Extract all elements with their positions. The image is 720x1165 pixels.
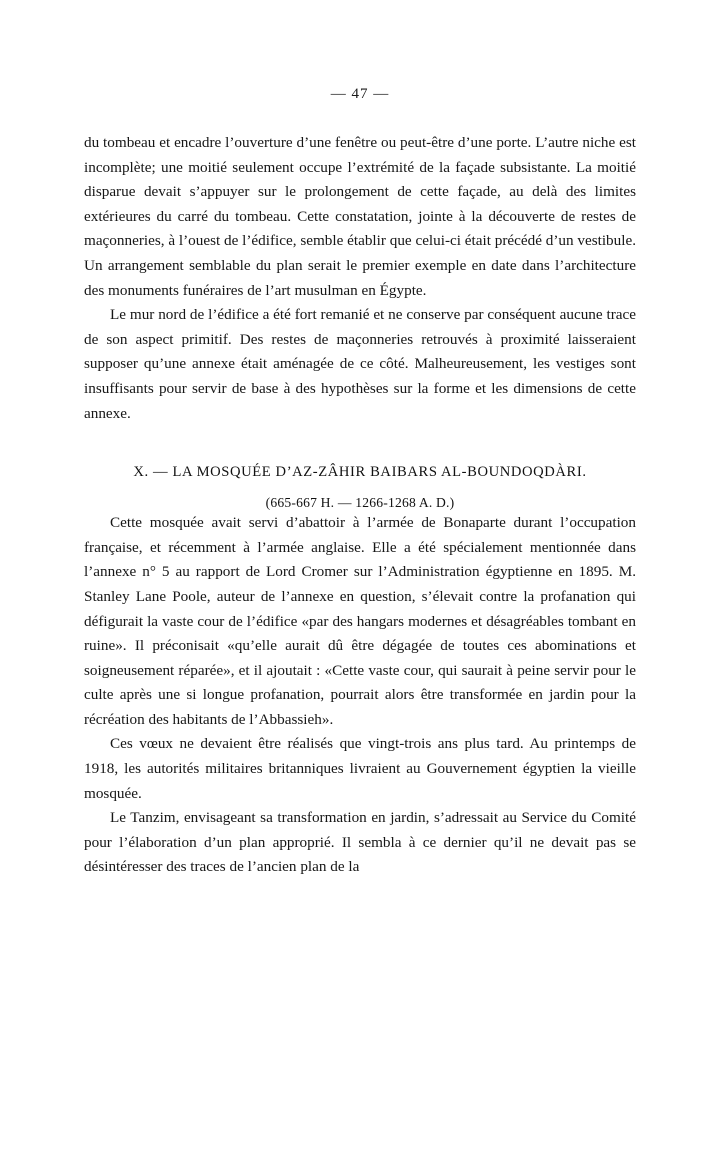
page-number: — 47 — bbox=[330, 86, 390, 102]
paragraph: Cette mosquée avait servi d’abattoir à l’armée de Bonaparte durant l’occupation française, et récemment à l’armée anglaise. Elle a été spécialement mentionnée dans l’annexe n° 5 au rapport de Lord Cromer sur l’Administration égyptienne en 1895. M. Stanley Lane Poole, auteur de l’annexe en question, s’élevait contre la profanation qui défigurait la vaste cour de l’édifice «par des hangars modernes et désagréables tombant en ruine». Il préconisait «qu’elle aurait dû être dégagée de toutes ces abominations et soigneusement réparée», et il ajoutait : «Cette vaste cour, qui saurait à peine servir pour le culte après une si longue profanation, pourrait alors être transformée en jardin pour la récréation des habitants de l’Abbassieh». bbox=[84, 514, 636, 728]
section-heading: X. — LA MOSQUÉE D’AZ-ZÂHIR BAIBARS AL-BOUNDOQDÀRI. bbox=[133, 464, 587, 481]
page-content bbox=[84, 103, 636, 880]
paragraph: du tombeau et encadre l’ouverture d’une fenêtre ou peut-être d’une porte. L’autre niche est incomplète; une moitié seulement occupe l’extrémité de la façade subsistante. La moitié disparue devait s’appuyer sur le prolongement de cette façade, au delà des limites extérieures du carré du tombeau. Cette constatation, jointe à la découverte de restes de maçonneries, à l’ouest de l’édifice, semble établir que celui-ci était précédé d’un vestibule. Un arrangement semblable du plan serait le premier exemple en date dans l’architecture des monuments funéraires de l’art musulman en Égypte. bbox=[84, 134, 636, 299]
section-subheading: (665-667 H. — 1266-1268 A. D.) bbox=[265, 495, 455, 511]
paragraph: Le Tanzim, envisageant sa transformation en jardin, s’adressait au Service du Comité pour l’élaboration d’un plan approprié. Il sembla à ce dernier qu’il ne devait pas se désintéresser des traces de l’ancien plan de la bbox=[84, 809, 636, 876]
paragraph: Le mur nord de l’édifice a été fort remanié et ne conserve par conséquent aucune trace de son aspect primitif. Des restes de maçonneries retrouvés à proximité laisseraient supposer qu’une annexe était aménagée de ce côté. Malheureusement, les vestiges sont insuffisants pour servir de base à des hypothèses sur la forme et les dimensions de cette annexe. bbox=[84, 306, 636, 422]
paragraph: Ces vœux ne devaient être réalisés que vingt-trois ans plus tard. Au printemps de 1918, les autorités militaires britanniques livraient au Gouvernement égyptien la vieille mosquée. bbox=[84, 735, 636, 802]
document-page bbox=[0, 86, 720, 1165]
